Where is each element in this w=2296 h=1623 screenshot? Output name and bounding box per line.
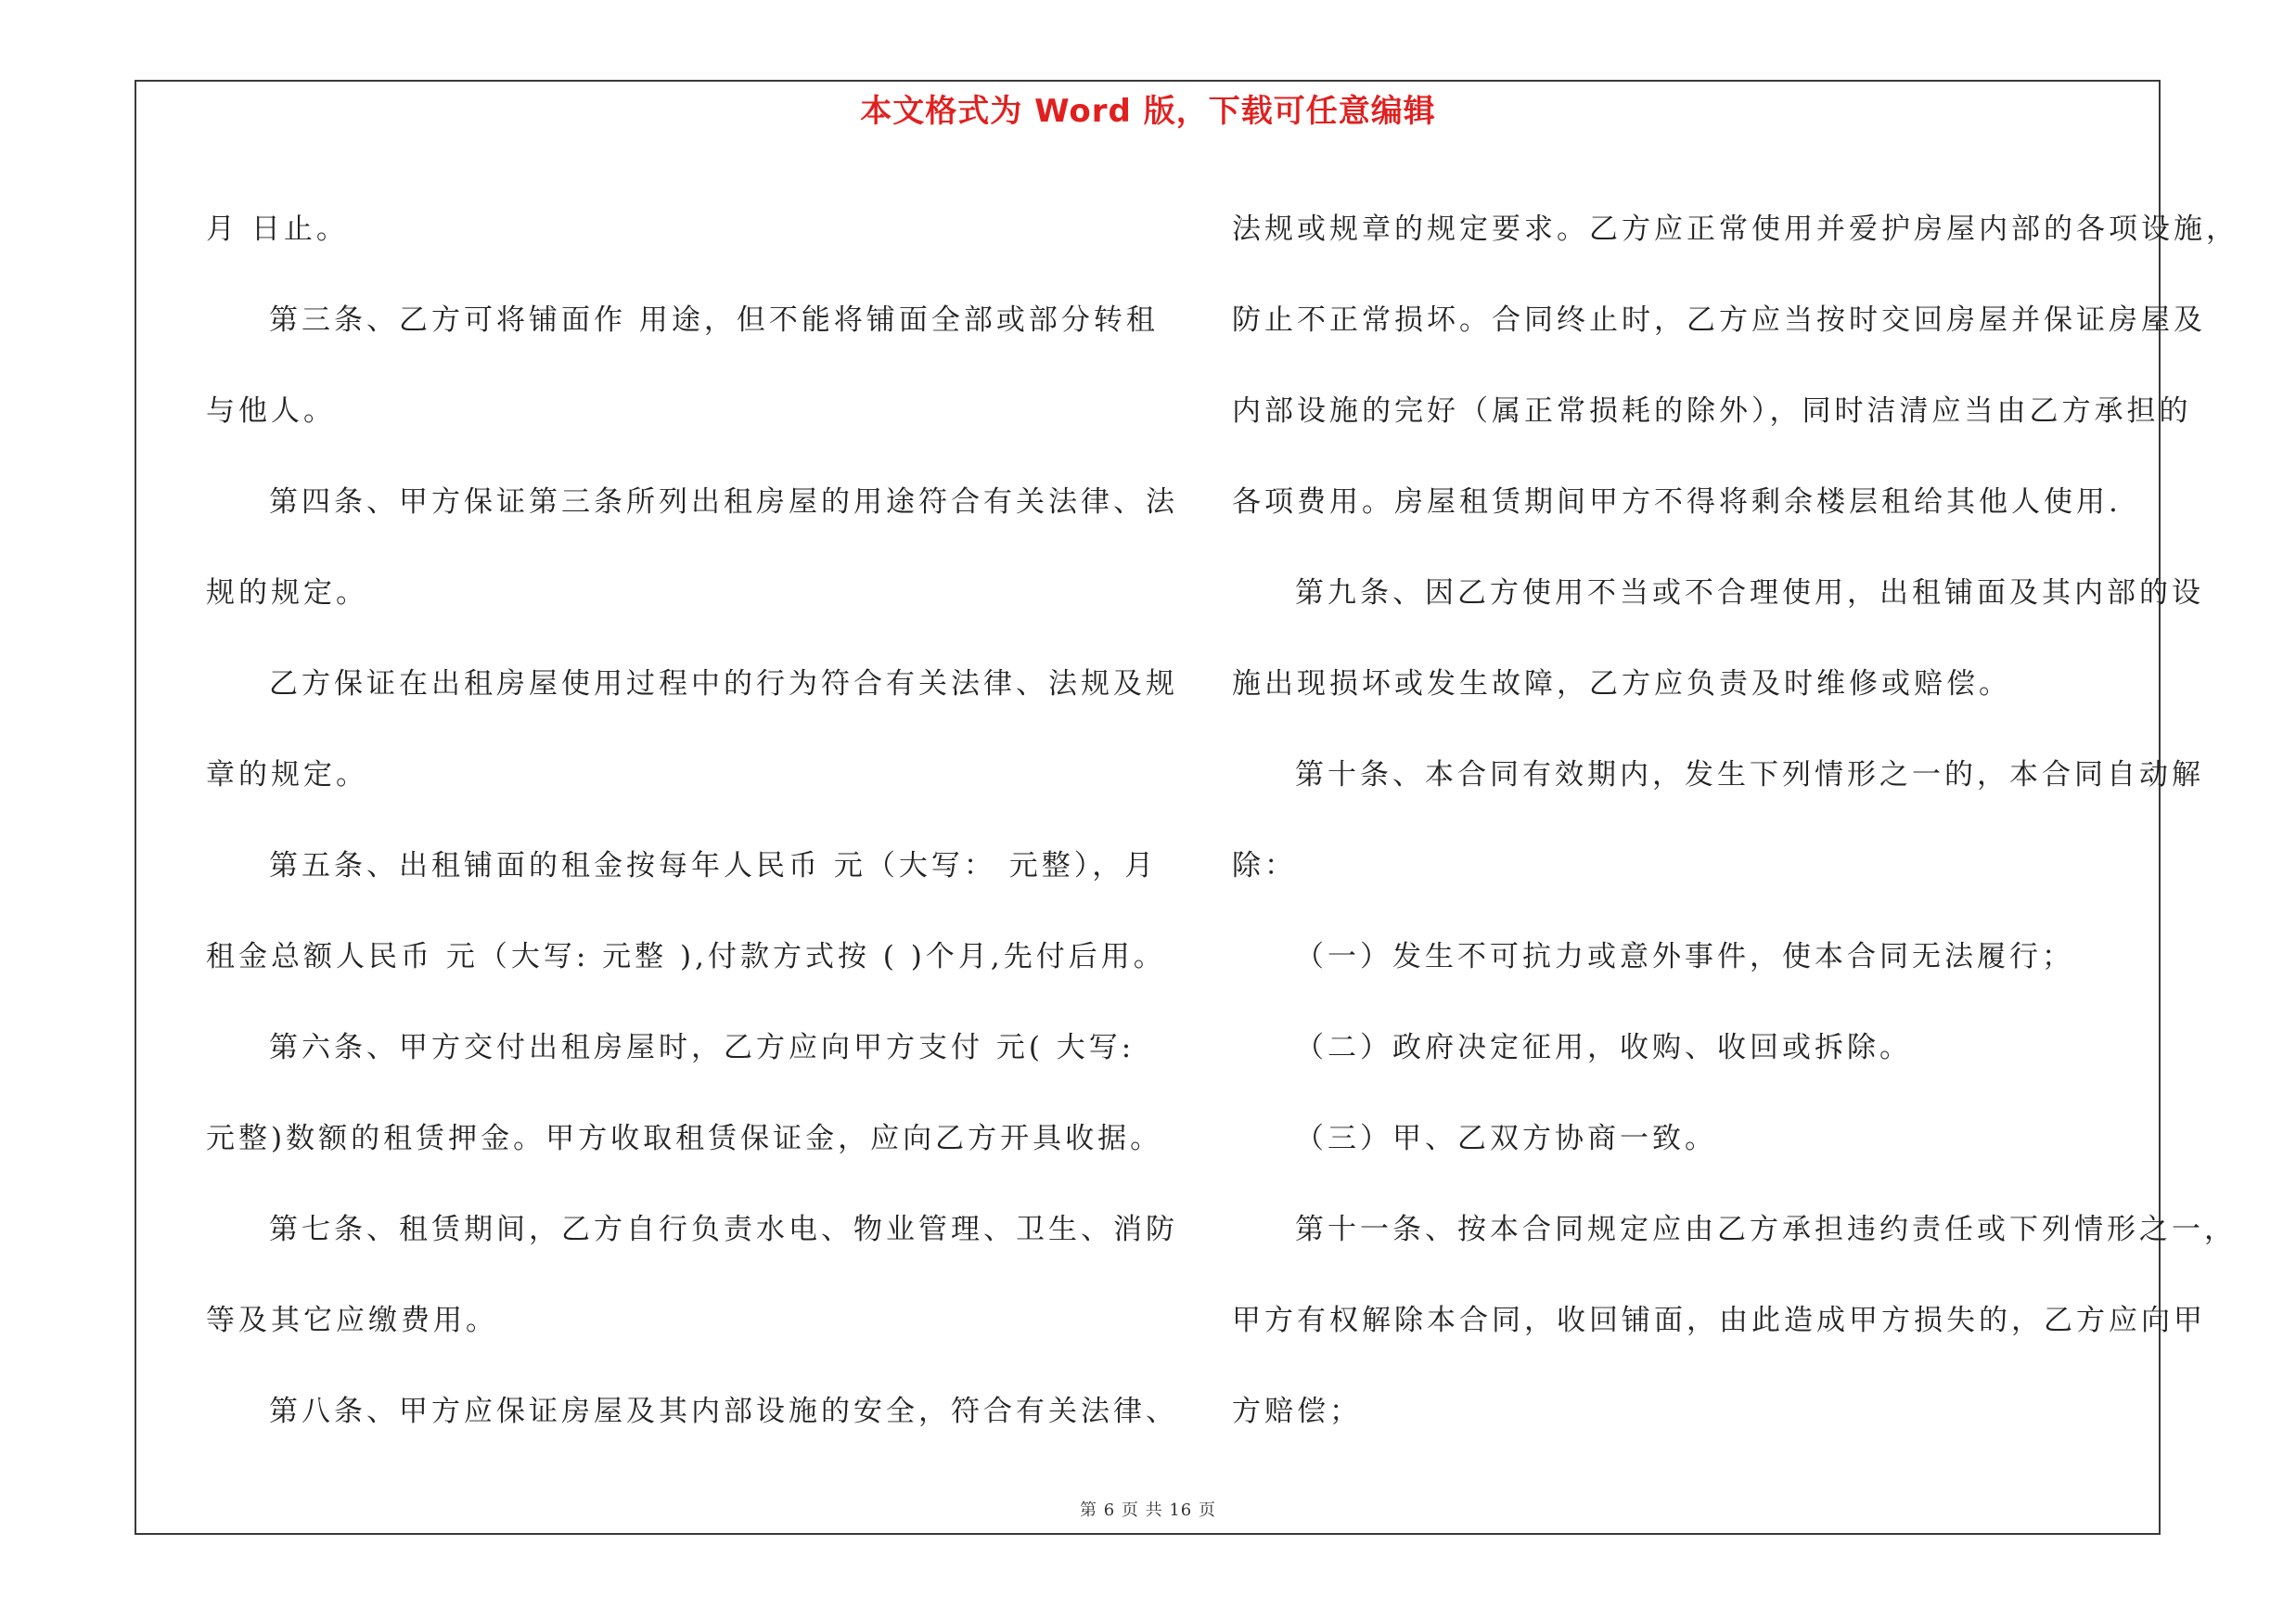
paragraph-line: 等及其它应缴费用。 — [206, 1304, 498, 1337]
paragraph-line: 各项费用。房屋租赁期间甲方不得将剩余楼层租给其他人使用. — [1232, 485, 2122, 519]
paragraph-line: 甲方有权解除本合同，收回铺面，由此造成甲方损失的，乙方应向甲 — [1232, 1304, 2206, 1337]
paragraph-line: （二）政府决定征用，收购、收回或拆除。 — [1295, 1031, 1912, 1064]
paragraph-line: 第七条、租赁期间，乙方自行负责水电、物业管理、卫生、消防 — [269, 1213, 1178, 1246]
paragraph-line: 第八条、甲方应保证房屋及其内部设施的安全，符合有关法律、 — [269, 1395, 1178, 1428]
paragraph-line: 规的规定。 — [206, 576, 368, 610]
left-column — [206, 184, 1178, 1457]
paragraph-line: 第四条、甲方保证第三条所列出租房屋的用途符合有关法律、法 — [269, 485, 1178, 519]
right-column — [1232, 184, 2238, 1457]
paragraph-line: 法规或规章的规定要求。乙方应正常使用并爱护房屋内部的各项设施， — [1232, 213, 2238, 246]
page-number-footer: 第 6 页 共 16 页 — [1080, 1501, 1216, 1520]
paragraph-line: 内部设施的完好（属正常损耗的除外），同时洁清应当由乙方承担的 — [1232, 394, 2192, 428]
paragraph-line: 第五条、出租铺面的租金按每年人民币 元（大写： 元整），月 — [269, 849, 1158, 882]
paragraph-line: 第三条、乙方可将铺面作 用途，但不能将铺面全部或部分转租 — [269, 303, 1159, 337]
paragraph-line: 方赔偿； — [1232, 1395, 1362, 1428]
paragraph-line: （三）甲、乙双方协商一致。 — [1295, 1122, 1717, 1155]
paragraph-line: 第六条、甲方交付出租房屋时，乙方应向甲方支付 元( 大写: — [269, 1031, 1135, 1064]
paragraph-line: 施出现损坏或发生故障，乙方应负责及时维修或赔偿。 — [1232, 667, 2011, 701]
paragraph-line: 第九条、因乙方使用不当或不合理使用，出租铺面及其内部的设 — [1295, 576, 2204, 610]
paragraph-line: 第十一条、按本合同规定应由乙方承担违约责任或下列情形之一， — [1295, 1213, 2237, 1246]
paragraph-line: 与他人。 — [206, 394, 336, 428]
paragraph-line: 乙方保证在出租房屋使用过程中的行为符合有关法律、法规及规 — [269, 667, 1178, 701]
paragraph-line: 元整)数额的租赁押金。甲方收取租赁保证金，应向乙方开具收据。 — [206, 1122, 1163, 1155]
word-format-banner: 本文格式为 Word 版，下载可任意编辑 — [860, 93, 1436, 130]
paragraph-line: 月 日止。 — [206, 213, 349, 246]
paragraph-line: 除： — [1232, 849, 1297, 882]
paragraph-line: 第十条、本合同有效期内，发生下列情形之一的，本合同自动解 — [1295, 758, 2204, 792]
paragraph-line: （一）发生不可抗力或意外事件，使本合同无法履行； — [1295, 940, 2074, 973]
paragraph-line: 防止不正常损坏。合同终止时，乙方应当按时交回房屋并保证房屋及 — [1232, 303, 2206, 337]
paragraph-line: 租金总额人民币 元（大写: 元整 ),付款方式按 ( )个月,先付后用。 — [206, 940, 1166, 973]
paragraph-line: 章的规定。 — [206, 758, 368, 792]
